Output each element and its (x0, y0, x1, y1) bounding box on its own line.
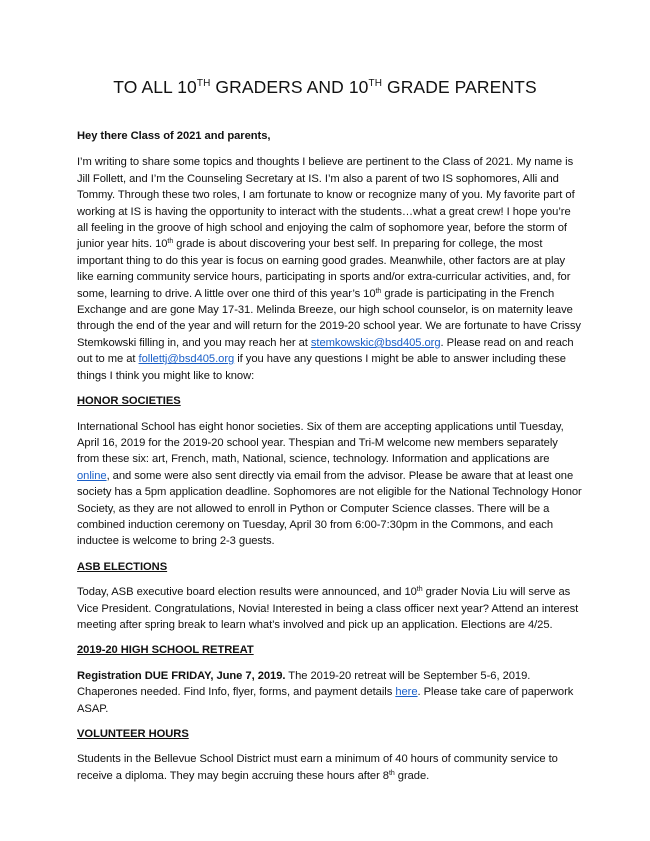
email-link-follett[interactable]: follettj@bsd405.org (138, 353, 235, 366)
section-heading-asb-elections: ASB ELECTIONS (77, 560, 168, 573)
paragraph-text: . Please take care of paperwork ASAP. (77, 686, 574, 715)
title-text: GRADERS AND 10 (210, 77, 369, 97)
intro-paragraph (77, 154, 582, 384)
paragraph-text: Students in the Bellevue School District must earn a minimum of 40 hours of community service to receive a diploma. They may begin accruing these hours after 8 (77, 753, 558, 782)
volunteer-hours-paragraph (77, 751, 582, 784)
paragraph-text: grader Novia Liu will serve as Vice President. Congratulations, Novia! Interested in being a class officer next year? Attend an interest meeting after spring break to learn what’s involved and pick up an application. Elections are 4/25. (77, 586, 579, 631)
paragraph-text: I’m writing to share some topics and thoughts I believe are pertinent to the Class of 2021. My name is Jill Follett, and I’m the Counseling Secretary at IS. I’m also a parent of two IS sophomores, Alli and Tommy. Through these two roles, I am fortunate to know or recognize many of you. My favorite part of working at IS is having the opportunity to interact with the students…what a great crew! I hope you’re all feeling in the groove of high school and enjoying the calm of sophomore year, before the storm of junior year hits. 10 (77, 156, 575, 251)
here-link[interactable]: here (395, 686, 418, 699)
section-heading-honor-societies: HONOR SOCIETIES (77, 395, 181, 408)
paragraph-text: International School has eight honor societies. Six of them are accepting applications until Tuesday, April 16, 2019 for the 2019-20 school year. Thespian and Tri-M welcome new members separately from these six: art, French, math, National, science, technology. Information and applications are (77, 420, 564, 466)
section-heading-retreat: 2019-20 HIGH SCHOOL RETREAT (77, 644, 254, 657)
paragraph-text: The 2019-20 retreat will be September 5-6, 2019. Chaperones needed. Find Info, flyer, forms, and payment details (77, 669, 531, 699)
document-body (77, 128, 582, 793)
email-link-stemkowski[interactable]: stemkowskic@bsd405.org (310, 336, 441, 349)
paragraph-text: grade is participating in the French Exchange and are gone May 17-31. Melinda Breeze, our high school counselor, is on maternity leave through the end of the year and will return for the 2019-20 school year. We are fortunate to have Crissy Stemkowski filling in, and you may reach her at (77, 287, 581, 349)
asb-elections-paragraph (77, 584, 582, 633)
title-text: TO ALL 10 (113, 77, 197, 97)
page-title (0, 77, 650, 98)
retreat-paragraph (77, 668, 582, 717)
ordinal-superscript: th (375, 287, 382, 295)
paragraph-text: grade is about discovering your best self. In preparing for college, the most important thing to do this year is focus on earning good grades. Meanwhile, other factors are at play like earning community service hours, participating in sports and/or extra-curricular activities, and, for some, learning to drive. A little over one third of this year’s 10 (77, 238, 571, 300)
paragraph-text: . Please read on and reach out to me at (77, 336, 574, 366)
paragraph-text: Today, ASB executive board election results were announced, and 10 (77, 586, 417, 599)
greeting: Hey there Class of 2021 and parents, (77, 130, 271, 142)
online-link[interactable]: online (77, 469, 107, 482)
ordinal-superscript: th (388, 769, 395, 777)
ordinal-superscript: th (416, 586, 423, 594)
title-text: GRADE PARENTS (382, 77, 537, 97)
paragraph-text: , and some were also sent directly via email from the advisor. Please be aware that at least one society has a 5pm application deadline. Sophomores are not eligible for the National Technology Honor Society, as they are not allowed to enroll in Python or Computer Science classes. There will be a combined induction ceremony on Tuesday, April 30 from 6:00-7:30pm in the Commons, and each inductee is welcome to bring 2-3 guests. (77, 469, 582, 548)
paragraph-text: grade. (394, 769, 430, 782)
ordinal-superscript: th (167, 238, 174, 246)
paragraph-text: if you have any questions I might be able to answer including these things I think you might like to know: (77, 353, 566, 382)
registration-deadline: Registration DUE FRIDAY, June 7, 2019. (77, 669, 286, 682)
honor-societies-paragraph (77, 419, 582, 550)
title-superscript: TH (196, 78, 211, 89)
section-heading-volunteer-hours: VOLUNTEER HOURS (77, 728, 189, 740)
title-superscript: TH (368, 78, 383, 89)
